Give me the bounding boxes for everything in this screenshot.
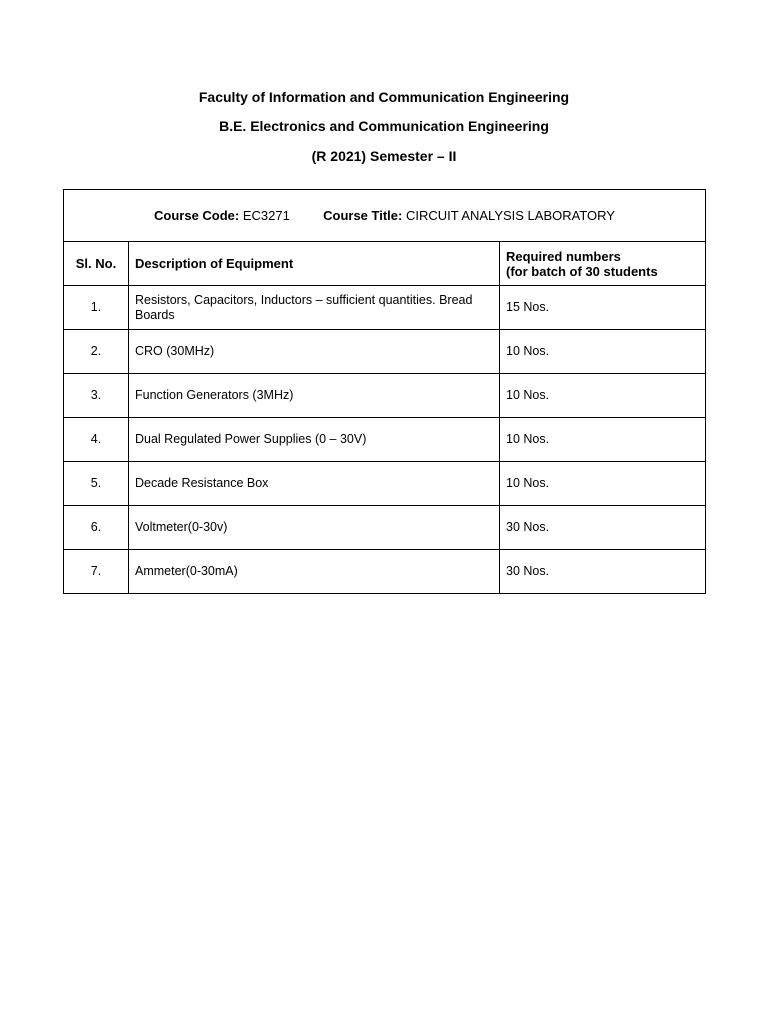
row-required: 10 Nos.	[500, 330, 706, 374]
row-description: CRO (30MHz)	[129, 330, 500, 374]
table-row	[64, 374, 706, 418]
semester-heading: (R 2021) Semester – II	[311, 148, 457, 164]
row-sl-no: 7.	[64, 550, 129, 594]
equipment-table	[63, 189, 706, 594]
row-description: Function Generators (3MHz)	[129, 374, 500, 418]
table-row	[64, 506, 706, 550]
faculty-heading: Faculty of Information and Communication Engineering	[198, 89, 570, 105]
col-header-required-line1: Required numbers	[506, 248, 621, 264]
program-heading: B.E. Electronics and Communication Engineering	[219, 118, 549, 134]
row-required: 10 Nos.	[500, 418, 706, 462]
course-code: EC3271	[242, 208, 290, 223]
row-sl-no: 2.	[64, 330, 129, 374]
row-required: 30 Nos.	[500, 506, 706, 550]
course-code-label: Course Code:	[154, 208, 240, 223]
row-sl-no: 1.	[64, 286, 129, 330]
row-description: Decade Resistance Box	[129, 462, 500, 506]
table-header-row	[64, 242, 706, 286]
row-sl-no: 3.	[64, 374, 129, 418]
course-info-cell	[64, 190, 706, 242]
course-title-label: Course Title:	[323, 208, 403, 223]
row-required: 10 Nos.	[500, 374, 706, 418]
table-row	[64, 550, 706, 594]
row-sl-no: 4.	[64, 418, 129, 462]
table-row	[64, 462, 706, 506]
col-header-description: Description of Equipment	[129, 242, 500, 286]
table-row	[64, 286, 706, 330]
row-required: 30 Nos.	[500, 550, 706, 594]
col-header-sl-no: Sl. No.	[64, 242, 129, 286]
row-sl-no: 5.	[64, 462, 129, 506]
col-header-required-line2: (for batch of 30 students	[506, 263, 658, 279]
row-description: Dual Regulated Power Supplies (0 – 30V)	[129, 418, 500, 462]
row-required: 10 Nos.	[500, 462, 706, 506]
course-info-row	[64, 190, 706, 242]
row-sl-no: 6.	[64, 506, 129, 550]
table-row	[64, 330, 706, 374]
row-description: Resistors, Capacitors, Inductors – sufficient quantities. Bread Boards	[129, 286, 500, 330]
row-description: Ammeter(0-30mA)	[129, 550, 500, 594]
col-header-required	[500, 242, 706, 286]
row-description: Voltmeter(0-30v)	[129, 506, 500, 550]
table-row	[64, 418, 706, 462]
course-title: CIRCUIT ANALYSIS LABORATORY	[405, 208, 615, 223]
row-required: 15 Nos.	[500, 286, 706, 330]
